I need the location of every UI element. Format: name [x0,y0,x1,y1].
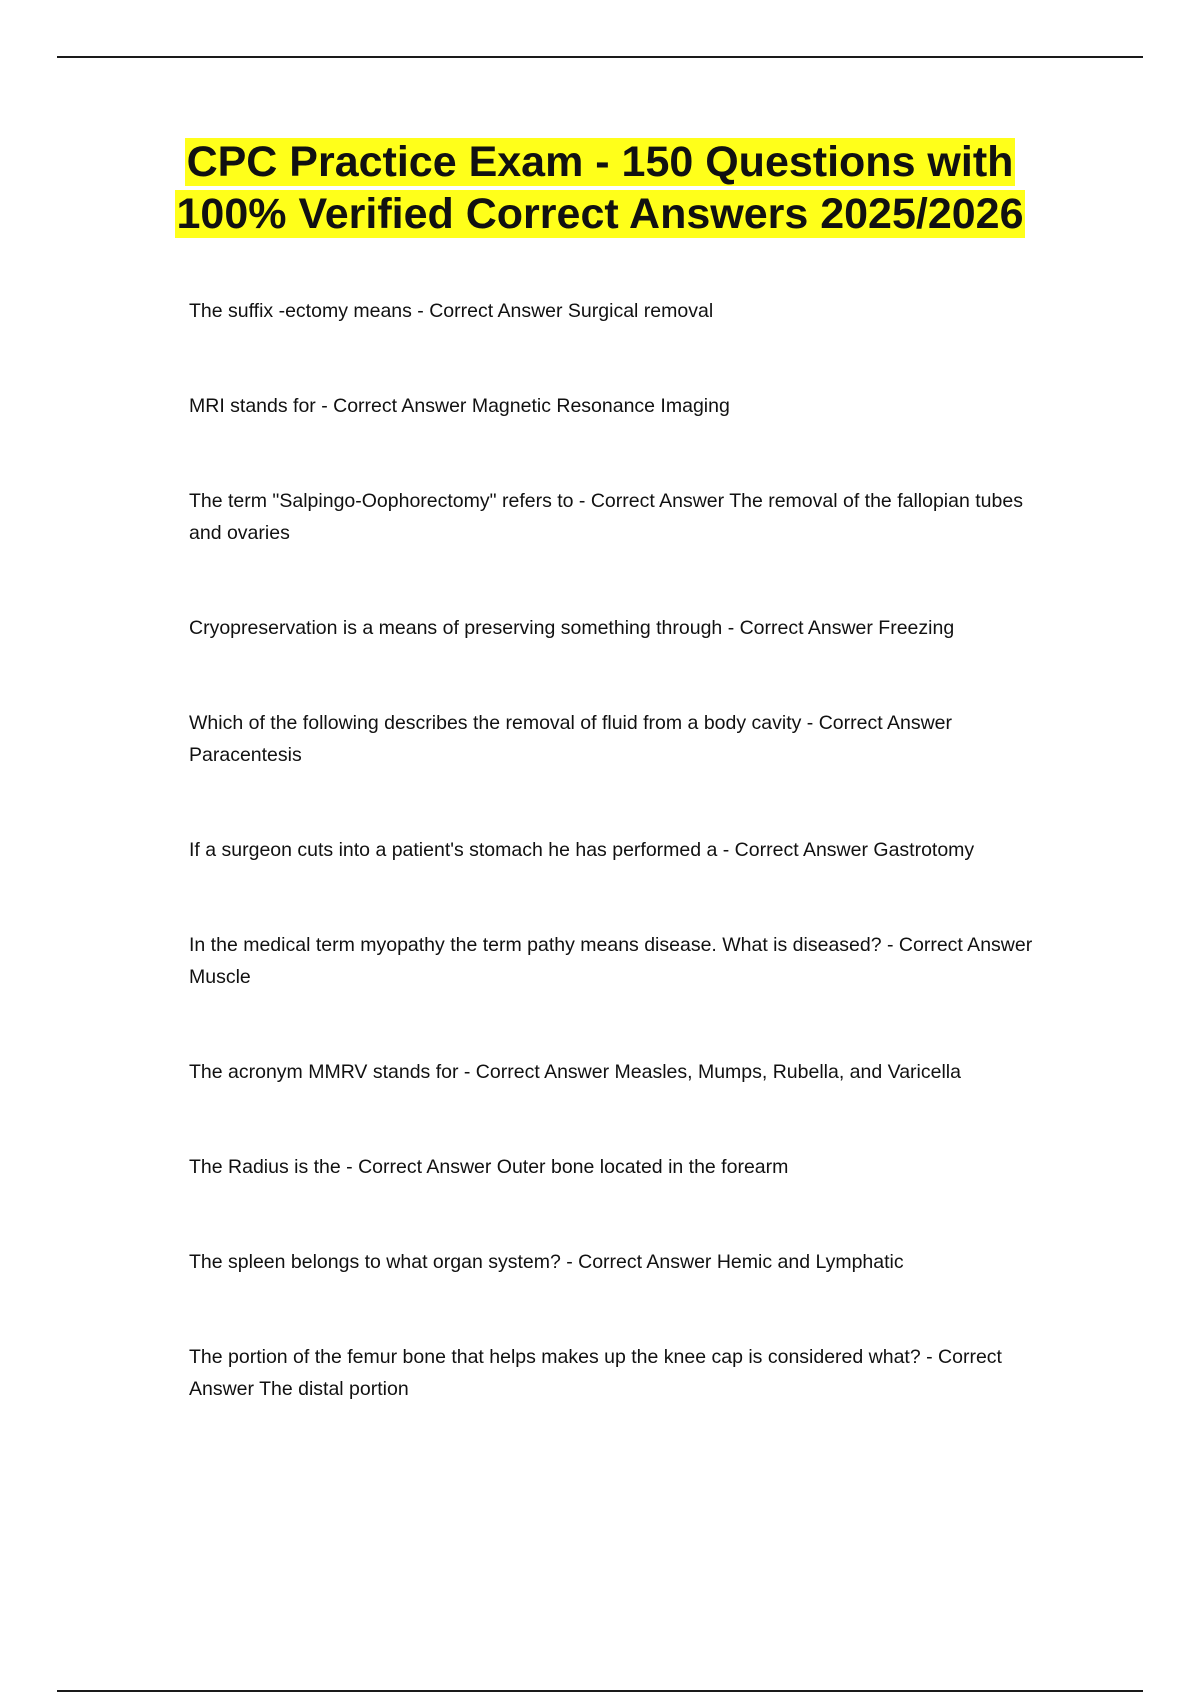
qa-item-4: Cryopreservation is a means of preserving something through - Correct Answer Freezing [189,617,955,639]
qa-item-10: The spleen belongs to what organ system? - Correct Answer Hemic and Lymphatic [189,1251,904,1273]
bottom-rule [57,1690,1143,1692]
question-answer-list [189,295,1049,1468]
qa-item-1: The suffix -ectomy means - Correct Answer Surgical removal [189,300,714,322]
qa-item-6: If a surgeon cuts into a patient's stomach he has performed a - Correct Answer Gastrotomy [189,839,975,861]
qa-item-5: Which of the following describes the removal of fluid from a body cavity - Correct Answer Paracentesis [189,712,952,766]
qa-item-7: In the medical term myopathy the term pathy means disease. What is diseased? - Correct Answer Muscle [189,934,1033,988]
highlighted-title-text: CPC Practice Exam - 150 Questions with 100% Verified Correct Answers 2025/2026 [176,138,1024,238]
document-title [150,136,1050,240]
qa-item-11: The portion of the femur bone that helps makes up the knee cap is considered what? - Correct Answer The distal portion [189,1346,1002,1400]
qa-item-9: The Radius is the - Correct Answer Outer bone located in the forearm [189,1156,789,1178]
qa-item-8: The acronym MMRV stands for - Correct Answer Measles, Mumps, Rubella, and Varicella [189,1061,961,1083]
qa-item-2: MRI stands for - Correct Answer Magnetic Resonance Imaging [189,395,730,417]
top-rule [57,56,1143,58]
qa-item-3: The term "Salpingo-Oophorectomy" refers to - Correct Answer The removal of the fallopian tubes and ovaries [189,490,1023,544]
